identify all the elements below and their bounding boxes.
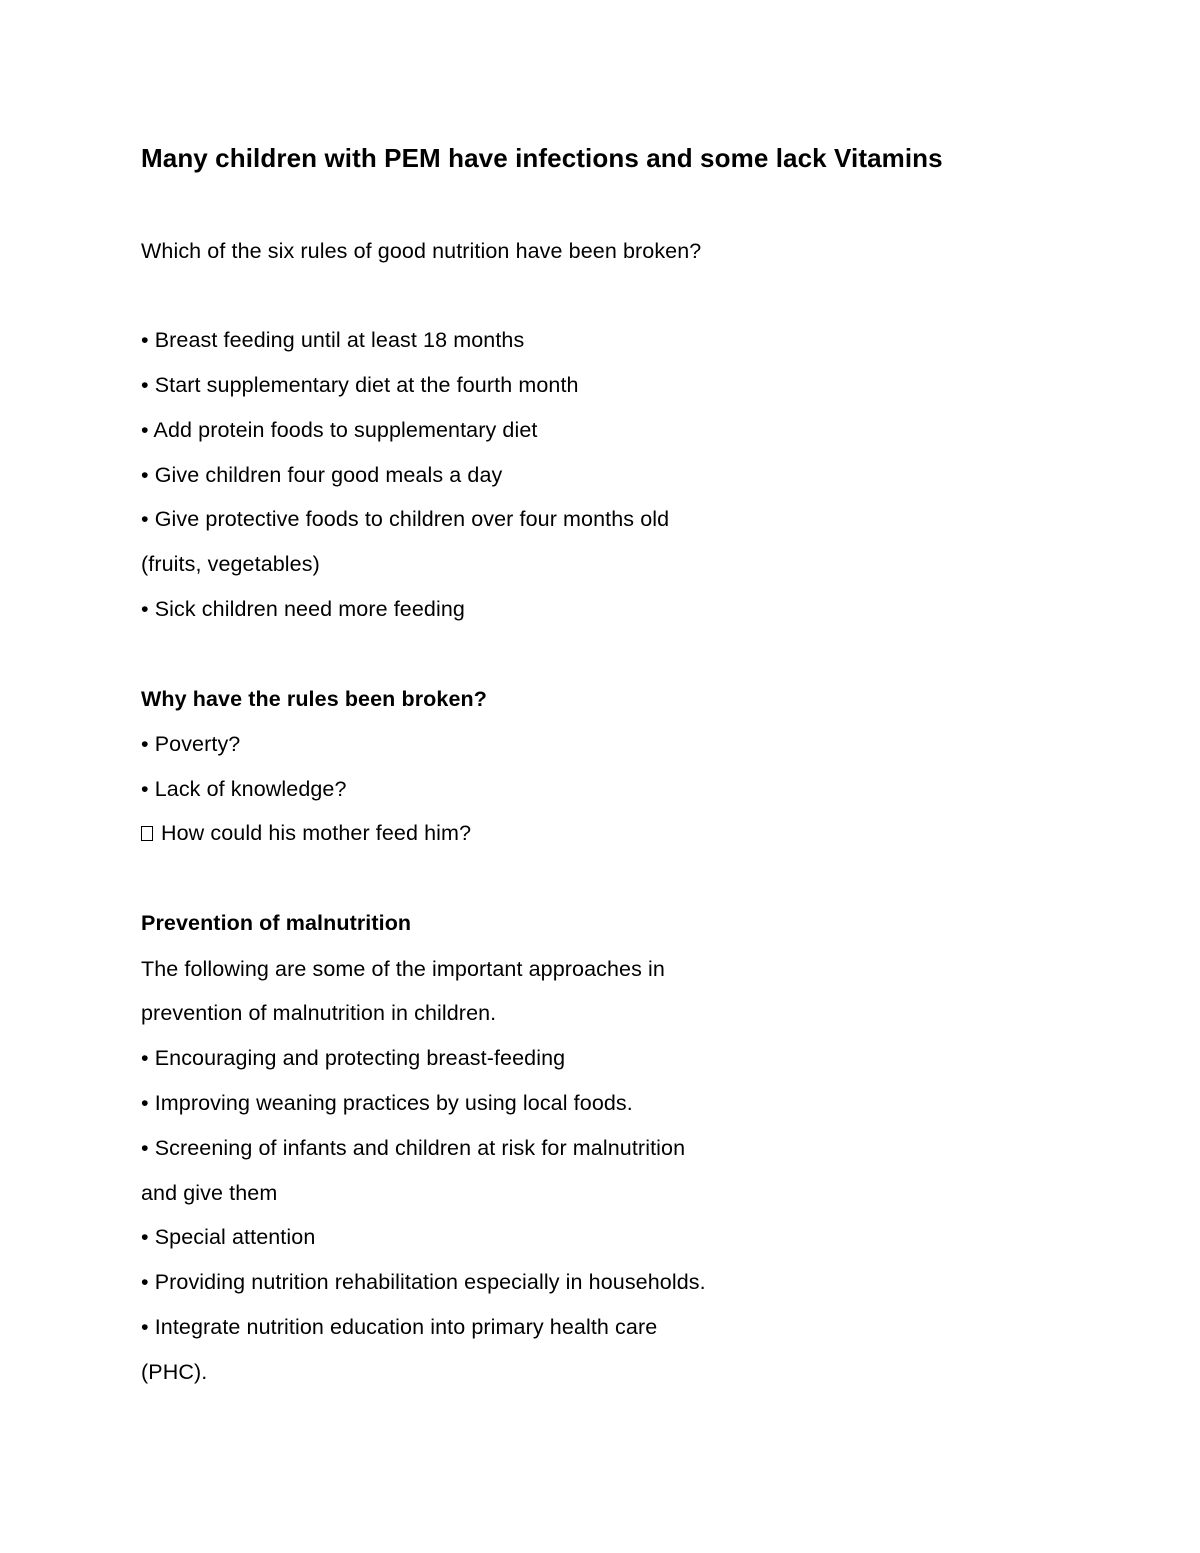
prevention-line: • Improving weaning practices by using local foods. <box>141 1091 633 1115</box>
prevention-line: The following are some of the important approaches in <box>141 957 665 981</box>
prevention-line: (PHC). <box>141 1360 208 1384</box>
rule-item: • Breast feeding until at least 18 months <box>141 328 525 352</box>
rule-item: • Add protein foods to supplementary diet <box>141 418 538 442</box>
why-item: • Lack of knowledge? <box>141 777 347 801</box>
rule-item: • Start supplementary diet at the fourth month <box>141 373 579 397</box>
question-text: Which of the six rules of good nutrition have been broken? <box>141 239 702 263</box>
why-item-checkbox-line <box>141 820 471 846</box>
why-item: • Poverty? <box>141 732 241 756</box>
rule-item-continuation: (fruits, vegetables) <box>141 552 320 576</box>
why-heading: Why have the rules been broken? <box>141 687 487 711</box>
rule-item: • Give protective foods to children over four months old <box>141 507 670 531</box>
document-title: Many children with PEM have infections and some lack Vitamins <box>141 143 943 173</box>
empty-box-icon <box>141 826 153 841</box>
prevention-heading: Prevention of malnutrition <box>141 911 412 935</box>
rule-item: • Give children four good meals a day <box>141 463 503 487</box>
prevention-line: • Providing nutrition rehabilitation especially in households. <box>141 1270 706 1294</box>
prevention-line: • Encouraging and protecting breast-feeding <box>141 1046 566 1070</box>
prevention-line: • Screening of infants and children at risk for malnutrition <box>141 1136 686 1160</box>
prevention-line: and give them <box>141 1181 278 1205</box>
prevention-line: prevention of malnutrition in children. <box>141 1001 497 1025</box>
prevention-line: • Integrate nutrition education into primary health care <box>141 1315 658 1339</box>
prevention-line: • Special attention <box>141 1225 316 1249</box>
rule-item: • Sick children need more feeding <box>141 597 465 621</box>
why-item-text: How could his mother feed him? <box>161 821 472 845</box>
